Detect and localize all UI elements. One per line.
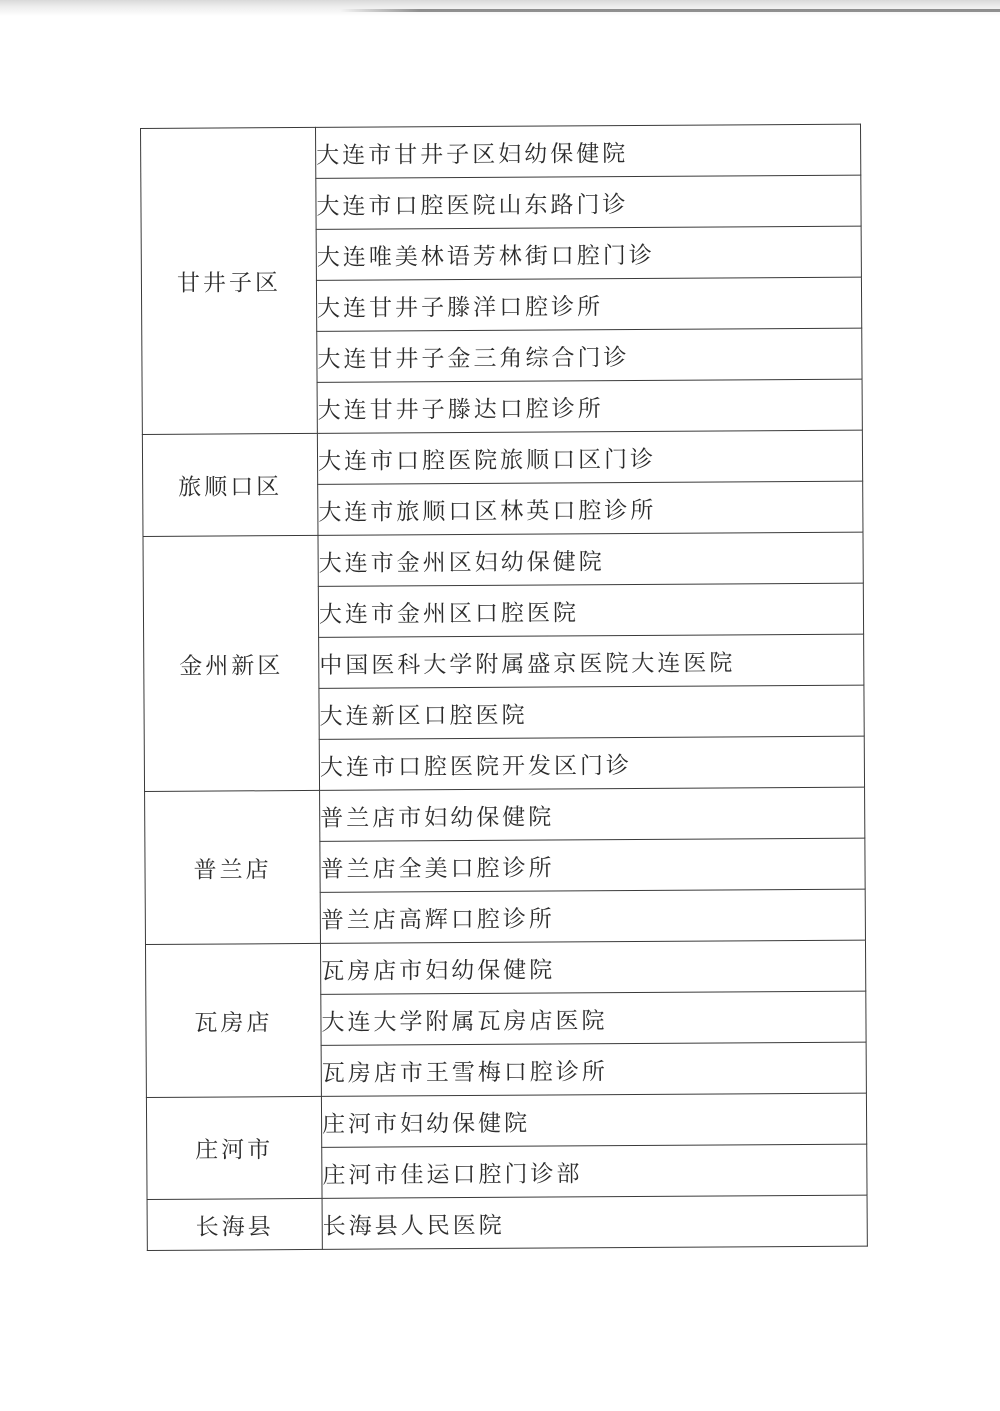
hospital-cell: 普兰店全美口腔诊所 <box>320 838 865 892</box>
table-row <box>141 124 861 179</box>
hospital-cell: 大连唯美林语芳林街口腔门诊 <box>316 226 861 280</box>
hospital-cell: 大连市口腔医院旅顺口区门诊 <box>317 430 862 484</box>
hospital-cell: 大连新区口腔医院 <box>319 685 864 739</box>
hospital-list-body <box>141 124 868 1250</box>
region-cell: 庄河市 <box>146 1096 322 1199</box>
table-row <box>145 787 865 842</box>
hospital-cell: 普兰店市妇幼保健院 <box>320 787 865 841</box>
region-cell: 普兰店 <box>145 790 321 944</box>
region-cell: 旅顺口区 <box>142 433 318 536</box>
region-cell: 甘井子区 <box>141 127 318 434</box>
hospital-list-table <box>140 124 868 1251</box>
table-row <box>143 532 863 587</box>
hospital-cell: 大连甘井子滕达口腔诊所 <box>317 379 862 433</box>
hospital-cell: 大连市口腔医院山东路门诊 <box>316 175 861 229</box>
hospital-cell: 普兰店高辉口腔诊所 <box>320 889 865 943</box>
hospital-cell: 瓦房店市王雪梅口腔诊所 <box>321 1042 866 1096</box>
table-row <box>145 940 865 995</box>
table-row <box>147 1195 867 1250</box>
hospital-cell: 庄河市妇幼保健院 <box>321 1093 866 1147</box>
hospital-cell: 大连甘井子金三角综合门诊 <box>317 328 862 382</box>
hospital-cell: 大连大学附属瓦房店医院 <box>321 991 866 1045</box>
hospital-cell: 大连市旅顺口区林英口腔诊所 <box>318 481 863 535</box>
hospital-cell: 大连甘井子滕洋口腔诊所 <box>316 277 861 331</box>
table-row <box>142 430 862 485</box>
region-cell: 长海县 <box>147 1198 322 1250</box>
hospital-cell: 大连市甘井子区妇幼保健院 <box>315 124 860 178</box>
region-cell: 瓦房店 <box>145 943 321 1097</box>
hospital-cell: 大连市口腔医院开发区门诊 <box>319 736 864 790</box>
hospital-cell: 瓦房店市妇幼保健院 <box>320 940 865 994</box>
hospital-cell: 大连市金州区妇幼保健院 <box>318 532 863 586</box>
table-row <box>146 1093 866 1148</box>
region-cell: 金州新区 <box>143 535 320 791</box>
hospital-cell: 长海县人民医院 <box>322 1195 867 1249</box>
hospital-cell: 大连市金州区口腔医院 <box>318 583 863 637</box>
hospital-cell: 中国医科大学附属盛京医院大连医院 <box>319 634 864 688</box>
hospital-cell: 庄河市佳运口腔门诊部 <box>322 1144 867 1198</box>
scan-top-edge <box>0 0 1000 16</box>
